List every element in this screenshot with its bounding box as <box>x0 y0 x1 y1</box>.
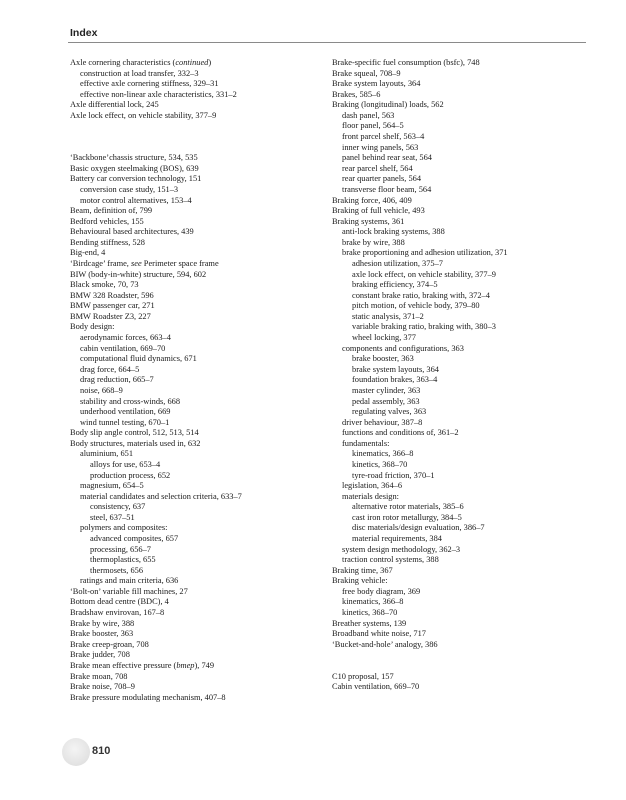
index-entry: ‘Backbone’chassis structure, 534, 535 <box>70 153 198 163</box>
index-entry: Brake-specific fuel consumption (bsfc), 748 <box>332 58 480 67</box>
index-subentry: functions and conditions of, 361–2 <box>342 428 459 438</box>
index-entry: Brake by wire, 388 <box>70 618 135 628</box>
index-entry: Bradshaw envirovan, 167–8 <box>70 608 165 618</box>
index-subentry: cast iron rotor metallurgy, 384–5 <box>352 512 462 522</box>
index-subentry: system design methodology, 362–3 <box>342 544 461 554</box>
index-entry: Bedford vehicles, 155 <box>70 216 144 226</box>
index-subentry: driver behaviour, 387–8 <box>342 417 423 427</box>
header-rule <box>68 42 586 43</box>
index-entry: Basic oxygen steelmaking (BOS), 639 <box>70 163 199 173</box>
index-subentry: underhood ventilation, 669 <box>80 407 171 417</box>
index-entry-text: ) <box>208 58 212 67</box>
index-entry: Braking of full vehicle, 493 <box>332 206 425 216</box>
index-entry: Body design: <box>70 322 115 332</box>
index-subentry: material candidates and selection criteria, 633–7 <box>80 491 242 501</box>
index-subentry: effective axle cornering stiffness, 329–31 <box>80 79 219 89</box>
index-entry: Body slip angle control, 512, 513, 514 <box>70 428 199 438</box>
index-subentry: ratings and main criteria, 636 <box>80 576 179 586</box>
index-subentry: axle lock effect, on vehicle stability, 377–9 <box>352 269 496 279</box>
index-entry: Brake creep-groan, 708 <box>70 639 149 649</box>
index-subentry: effective non-linear axle characteristics, 331–2 <box>80 89 237 99</box>
index-subentry: construction at load transfer, 332–3 <box>80 68 199 78</box>
index-entry-text: ‘Birdcage’ frame, <box>70 258 131 268</box>
index-entry: BIW (body-in-white) structure, 594, 602 <box>70 269 207 279</box>
index-subentry: brake by wire, 388 <box>342 237 405 247</box>
index-entry: Brake moan, 708 <box>70 671 128 681</box>
index-gap <box>70 143 320 154</box>
index-subentry: alternative rotor materials, 385–6 <box>352 502 464 512</box>
index-subentry: aluminium, 651 <box>80 449 134 459</box>
index-entry: Bottom dead centre (BDC), 4 <box>70 597 169 607</box>
index-entry: Axle lock effect, on vehicle stability, 377–9 <box>70 110 217 120</box>
index-subentry: materials design: <box>342 491 399 501</box>
index-subentry: regulating valves, 363 <box>352 407 427 417</box>
index-subentry: front parcel shelf, 563–4 <box>342 132 425 142</box>
index-subentry: conversion case study, 151–3 <box>80 184 179 194</box>
index-entry: Body structures, materials used in, 632 <box>70 438 201 448</box>
index-gap <box>332 650 582 661</box>
index-subentry: aerodynamic forces, 663–4 <box>80 333 171 343</box>
index-subentry: thermoplastics, 655 <box>90 555 156 565</box>
index-subentry: tyre-road friction, 370–1 <box>352 470 435 480</box>
index-entry: Big-end, 4 <box>70 248 106 258</box>
index-entry <box>70 259 320 270</box>
index-gap <box>70 132 320 143</box>
index-subentry: dash panel, 563 <box>342 110 395 120</box>
index-entry <box>70 58 320 69</box>
index-subentry: floor panel, 564–5 <box>342 121 404 131</box>
index-entry: Cabin ventilation, 669–70 <box>332 682 420 692</box>
index-subentry: wheel locking, 377 <box>352 333 416 343</box>
index-subentry: kinematics, 366–8 <box>352 449 414 459</box>
index-subentry: stability and cross-winds, 668 <box>80 396 181 406</box>
index-subentry: rear quarter panels, 564 <box>342 174 422 184</box>
index-entry: Braking force, 406, 409 <box>332 195 412 205</box>
index-subentry: noise, 668–9 <box>80 385 123 395</box>
index-subentry: disc materials/design evaluation, 386–7 <box>352 523 485 533</box>
index-entry-italic: bmep <box>176 660 195 670</box>
index-subentry: pitch motion, of vehicle body, 379–80 <box>352 301 480 311</box>
index-entry: Behavioural based architectures, 439 <box>70 227 194 237</box>
index-subentry: drag reduction, 665–7 <box>80 375 154 385</box>
index-subentry: cabin ventilation, 669–70 <box>80 343 166 353</box>
index-subentry: constant brake ratio, braking with, 372–4 <box>352 290 490 300</box>
index-entry-text: Perimeter space frame <box>141 258 219 268</box>
index-entry: Beam, definition of, 799 <box>70 206 153 216</box>
index-entry-italic: see <box>131 258 142 268</box>
index-entry: Axle differential lock, 245 <box>70 100 159 110</box>
index-entry: Battery car conversion technology, 151 <box>70 174 202 184</box>
index-entry: Brake judder, 708 <box>70 650 130 660</box>
index-entry: C10 proposal, 157 <box>332 671 394 681</box>
index-entry: BMW 328 Roadster, 596 <box>70 290 154 300</box>
index-subentry: polymers and composites: <box>80 523 168 533</box>
index-column-right <box>332 58 582 693</box>
index-entry: Bending stiffness, 528 <box>70 237 145 247</box>
index-subentry: kinematics, 366–8 <box>342 597 404 607</box>
index-subentry: alloys for use, 653–4 <box>90 459 161 469</box>
index-entry-italic: continued <box>175 58 209 67</box>
index-subentry: consistency, 637 <box>90 502 146 512</box>
index-entry: Brake squeal, 708–9 <box>332 68 401 78</box>
page-number-area <box>62 738 182 766</box>
index-subentry: steel, 637–51 <box>90 512 135 522</box>
index-subentry: material requirements, 384 <box>352 534 442 544</box>
index-subentry: inner wing panels, 563 <box>342 142 419 152</box>
index-entry-text: Brake mean effective pressure ( <box>70 660 177 670</box>
index-subentry: traction control systems, 388 <box>342 555 439 565</box>
index-entry: Braking systems, 361 <box>332 216 405 226</box>
index-subentry: production process, 652 <box>90 470 171 480</box>
index-subentry: brake system layouts, 364 <box>352 364 439 374</box>
index-subentry: advanced composites, 657 <box>90 534 179 544</box>
index-entry: BMW Roadster Z3, 227 <box>70 311 151 321</box>
index-subentry: brake booster, 363 <box>352 354 414 364</box>
index-gap <box>332 661 582 672</box>
index-entry: Brake booster, 363 <box>70 629 134 639</box>
index-subentry: variable braking ratio, braking with, 380–3 <box>352 322 496 332</box>
index-subentry: drag force, 664–5 <box>80 364 140 374</box>
index-gap <box>70 121 320 132</box>
index-entry: ‘Bolt-on’ variable fill machines, 27 <box>70 586 188 596</box>
index-subentry: adhesion utilization, 375–7 <box>352 258 443 268</box>
index-subentry: computational fluid dynamics, 671 <box>80 354 197 364</box>
index-subentry: pedal assembly, 363 <box>352 396 420 406</box>
index-subentry: braking efficiency, 374–5 <box>352 280 438 290</box>
index-subentry: free body diagram, 369 <box>342 586 421 596</box>
index-entry <box>70 661 320 672</box>
index-subentry: processing, 656–7 <box>90 544 151 554</box>
page-number-circle <box>62 738 90 766</box>
index-subentry: transverse floor beam, 564 <box>342 184 432 194</box>
index-entry: Braking (longitudinal) loads, 562 <box>332 100 444 110</box>
index-subentry: panel behind rear seat, 564 <box>342 153 432 163</box>
index-entry: Brake noise, 708–9 <box>70 682 135 692</box>
index-entry: Broadband white noise, 717 <box>332 629 426 639</box>
index-subentry: anti-lock braking systems, 388 <box>342 227 445 237</box>
index-entry: Braking vehicle: <box>332 576 388 586</box>
index-entry: Breather systems, 139 <box>332 618 407 628</box>
running-header: Index <box>70 27 98 39</box>
index-subentry: static analysis, 371–2 <box>352 311 424 321</box>
index-entry-text: Axle cornering characteristics ( <box>70 58 176 67</box>
index-subentry: wind tunnel testing, 670–1 <box>80 417 170 427</box>
index-subentry: magnesium, 654–5 <box>80 481 144 491</box>
index-subentry: thermosets, 656 <box>90 565 144 575</box>
index-subentry: foundation brakes, 363–4 <box>352 375 438 385</box>
index-subentry: legislation, 364–6 <box>342 481 403 491</box>
index-column-left <box>70 58 320 703</box>
index-subentry: components and configurations, 363 <box>342 343 464 353</box>
index-subentry: fundamentals: <box>342 438 390 448</box>
index-entry: ‘Bucket-and-hole’ analogy, 386 <box>332 639 438 649</box>
index-entry: Brake system layouts, 364 <box>332 79 421 89</box>
index-entry-text: ), 749 <box>194 660 215 670</box>
page-number: 810 <box>92 745 111 757</box>
index-subentry: master cylinder, 363 <box>352 385 421 395</box>
index-entry: Brake pressure modulating mechanism, 407–8 <box>70 692 226 702</box>
index-entry: Black smoke, 70, 73 <box>70 280 139 290</box>
index-subentry: brake proportioning and adhesion utilization, 371 <box>342 248 508 258</box>
index-entry: Braking time, 367 <box>332 565 393 575</box>
index-subentry: rear parcel shelf, 564 <box>342 163 413 173</box>
index-subentry: motor control alternatives, 153–4 <box>80 195 192 205</box>
index-entry: Brakes, 585–6 <box>332 89 381 99</box>
index-subentry: kinetics, 368–70 <box>342 608 398 618</box>
index-subentry: kinetics, 368–70 <box>352 459 408 469</box>
index-entry: BMW passenger car, 271 <box>70 301 155 311</box>
